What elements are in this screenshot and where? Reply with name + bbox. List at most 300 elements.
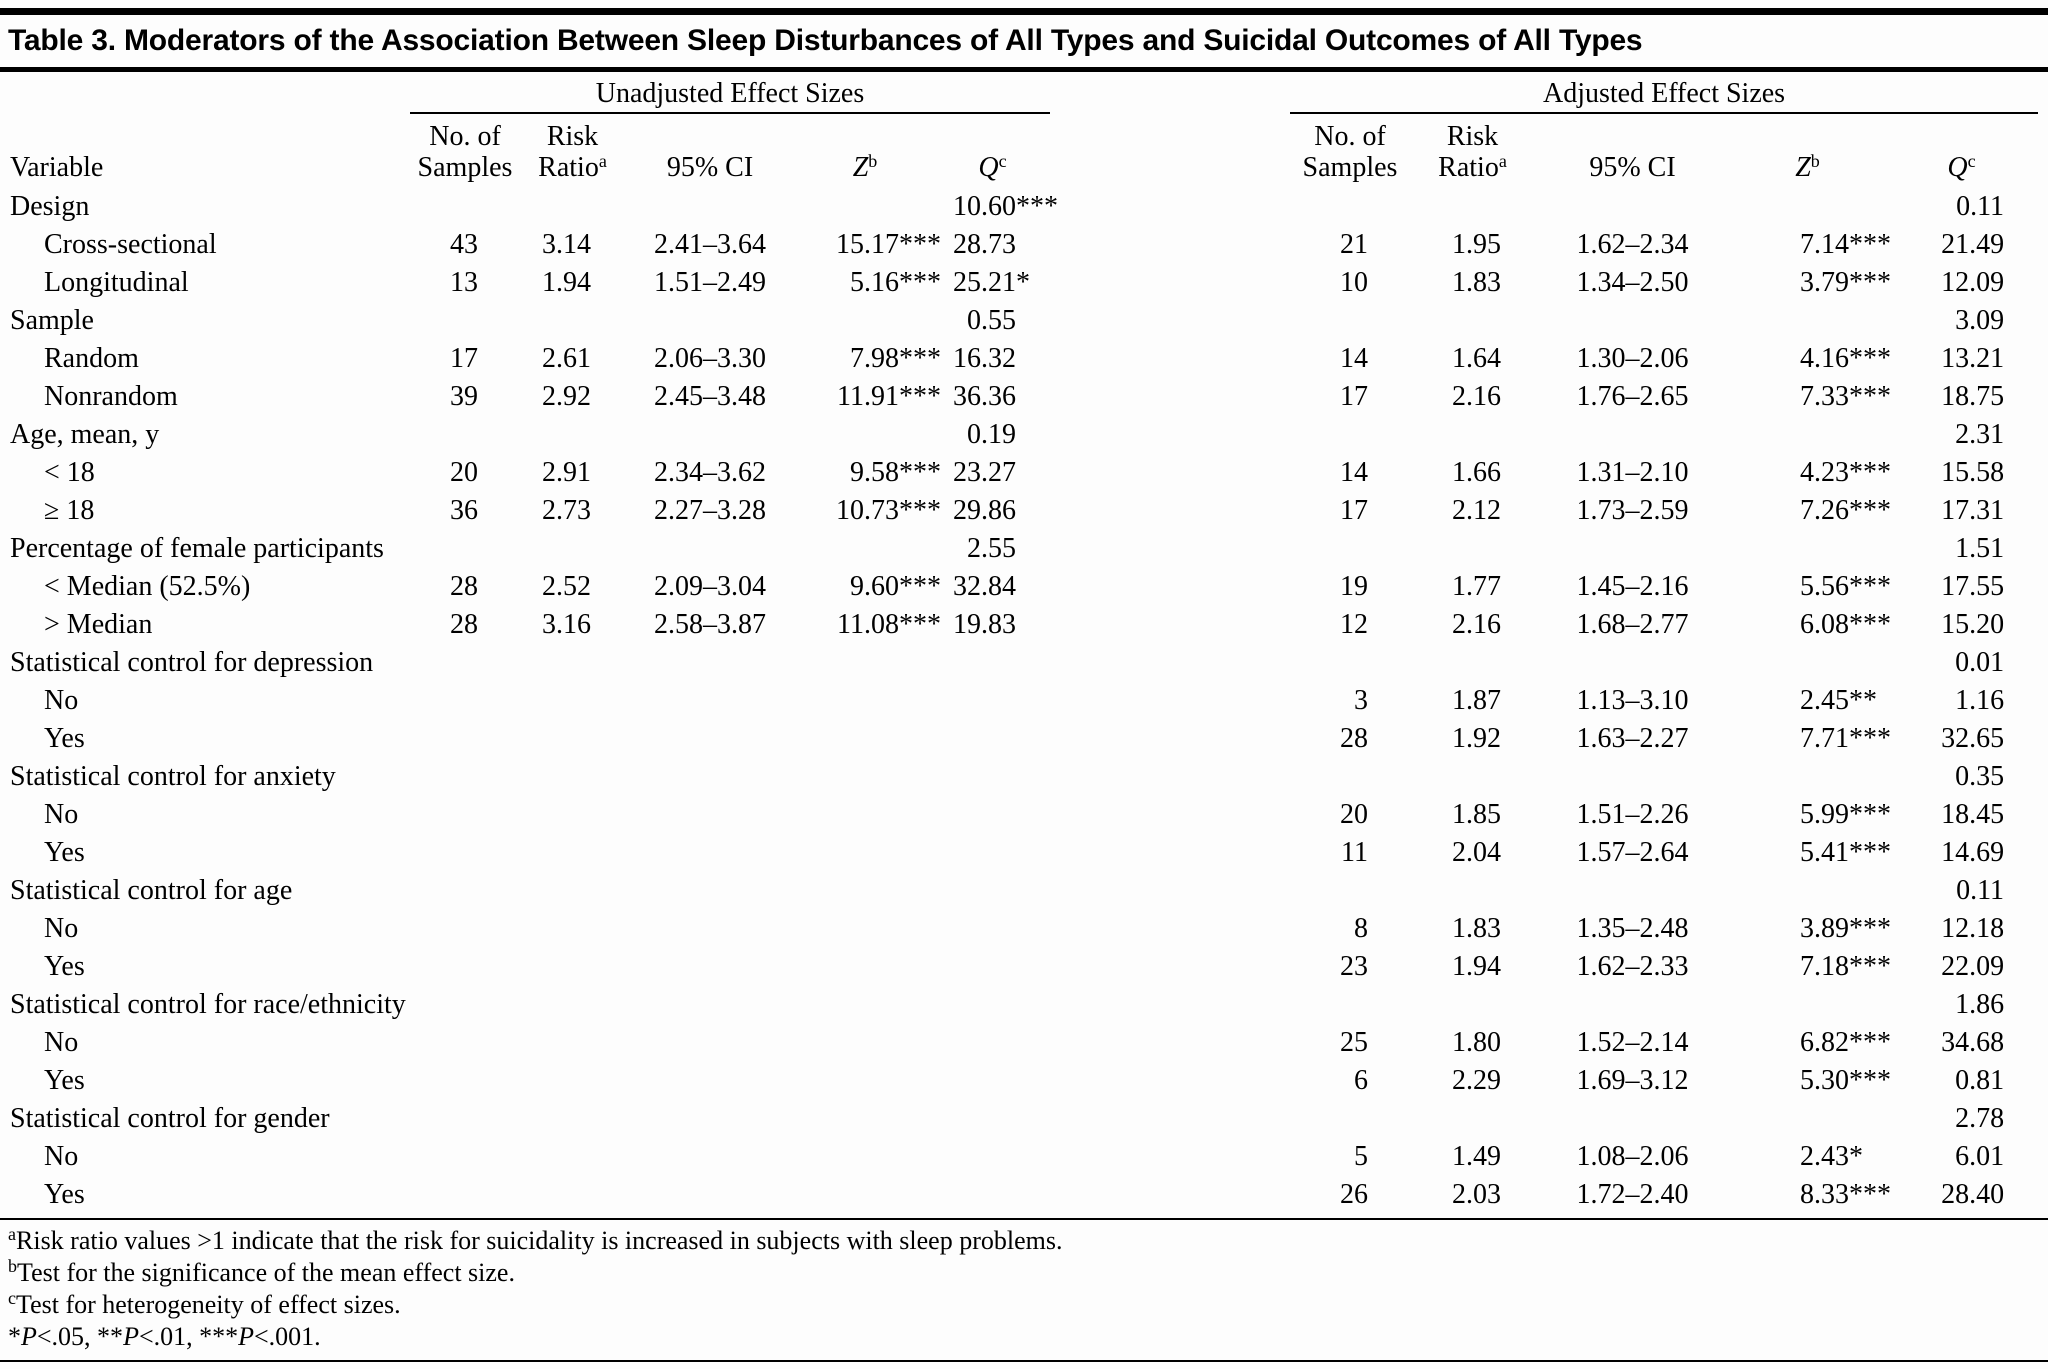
cell-unadjusted-ci xyxy=(625,834,795,872)
group-header-unadjusted: Unadjusted Effect Sizes xyxy=(410,72,1050,113)
cell-unadjusted-z xyxy=(795,530,935,568)
top-rule xyxy=(0,8,2048,15)
cell-unadjusted-ci: 2.34–3.62 xyxy=(654,457,766,488)
cell-unadjusted-risk: 2.52 xyxy=(542,571,591,602)
cell-unadjusted-z: 9.58*** xyxy=(850,457,941,488)
cell-adjusted-samples: 28 xyxy=(1340,723,1368,754)
cell-unadjusted-samples: 17 xyxy=(450,343,478,374)
cell-adjusted-q: 22.09 xyxy=(1941,951,2005,982)
cell-adjusted-ci: 1.68–2.77 xyxy=(1576,609,1689,640)
cell-adjusted-q: 6.01 xyxy=(1955,1141,2005,1172)
table-row xyxy=(10,986,2038,1024)
cell-adjusted-z: 5.30*** xyxy=(1800,1065,1891,1096)
cell-unadjusted-risk xyxy=(520,834,625,872)
cell-unadjusted-ci xyxy=(625,1138,795,1176)
row-label: Percentage of female participants xyxy=(10,533,384,564)
cell-unadjusted-ci: 1.51–2.49 xyxy=(654,267,766,298)
cell-adjusted-risk: 2.03 xyxy=(1452,1179,1501,1210)
row-gap xyxy=(1050,948,1290,986)
cell-unadjusted-z xyxy=(795,1138,935,1176)
column-header-adjusted-samples: No. of Samples xyxy=(1302,121,1398,183)
table-row xyxy=(10,1062,2038,1100)
cell-adjusted-q: 15.58 xyxy=(1941,457,2005,488)
cell-unadjusted-ci xyxy=(625,872,795,910)
cell-adjusted-samples: 25 xyxy=(1340,1027,1368,1058)
cell-adjusted-risk xyxy=(1410,644,1535,682)
cell-unadjusted-risk: 1.94 xyxy=(542,267,591,298)
cell-unadjusted-samples xyxy=(410,302,520,340)
row-label: > Median xyxy=(44,609,153,640)
header-spacer xyxy=(10,72,410,113)
cell-unadjusted-ci xyxy=(625,302,795,340)
row-gap xyxy=(1050,1062,1290,1100)
column-header-unadjusted-q: $Q^c$ xyxy=(978,151,1007,183)
cell-adjusted-q: 0.81 xyxy=(1955,1065,2005,1096)
cell-adjusted-q: 17.31 xyxy=(1941,495,2005,526)
cell-adjusted-samples xyxy=(1290,416,1410,454)
table-row xyxy=(10,264,2038,302)
table-row xyxy=(10,568,2038,606)
cell-adjusted-risk xyxy=(1410,986,1535,1024)
cell-adjusted-q: 1.86 xyxy=(1955,989,2005,1020)
cell-unadjusted-q xyxy=(935,682,1050,720)
row-label: Statistical control for gender xyxy=(10,1103,330,1134)
cell-unadjusted-q: 25.21* xyxy=(953,267,1030,298)
cell-adjusted-samples: 23 xyxy=(1340,951,1368,982)
cell-unadjusted-risk xyxy=(520,1062,625,1100)
cell-adjusted-z xyxy=(1730,530,1885,568)
cell-adjusted-q: 12.09 xyxy=(1941,267,2005,298)
cell-adjusted-q: 0.35 xyxy=(1955,761,2005,792)
cell-unadjusted-q xyxy=(935,644,1050,682)
cell-adjusted-ci xyxy=(1535,644,1730,682)
row-gap xyxy=(1050,720,1290,758)
cell-unadjusted-ci xyxy=(625,910,795,948)
cell-unadjusted-q: 0.55 xyxy=(967,305,1016,336)
cell-unadjusted-risk xyxy=(520,1138,625,1176)
cell-unadjusted-q: 23.27 xyxy=(953,457,1016,488)
cell-adjusted-q: 12.18 xyxy=(1941,913,2005,944)
cell-unadjusted-risk: 2.73 xyxy=(542,495,591,526)
cell-unadjusted-ci: 2.27–3.28 xyxy=(654,495,766,526)
cell-unadjusted-ci xyxy=(625,416,795,454)
cell-adjusted-q: 28.40 xyxy=(1941,1179,2005,1210)
cell-adjusted-ci xyxy=(1535,416,1730,454)
footnote: *P<.05, **P<.01, ***P<.001. xyxy=(8,1322,321,1351)
cell-adjusted-risk: 1.85 xyxy=(1452,799,1501,830)
cell-adjusted-q: 0.11 xyxy=(1956,191,2005,222)
row-label: Yes xyxy=(44,1179,85,1210)
cell-adjusted-samples: 11 xyxy=(1341,837,1368,868)
cell-adjusted-ci: 1.62–2.34 xyxy=(1576,229,1689,260)
column-header-adjusted-ci: 95% CI xyxy=(1589,152,1676,183)
cell-adjusted-q: 18.75 xyxy=(1941,381,2005,412)
footnote: $^a$Risk ratio values >1 indicate that the risk for suicidality is increased in subjects with sleep problems. xyxy=(8,1224,1063,1255)
cell-adjusted-risk: 1.83 xyxy=(1452,267,1501,298)
row-gap xyxy=(1050,834,1290,872)
cell-adjusted-ci: 1.08–2.06 xyxy=(1576,1141,1689,1172)
cell-adjusted-q: 21.49 xyxy=(1941,229,2005,260)
cell-unadjusted-q xyxy=(935,1062,1050,1100)
cell-adjusted-q: 14.69 xyxy=(1941,837,2005,868)
cell-adjusted-risk xyxy=(1410,530,1535,568)
cell-adjusted-risk: 1.92 xyxy=(1452,723,1501,754)
cell-adjusted-z: 5.56*** xyxy=(1800,571,1891,602)
cell-unadjusted-q xyxy=(935,1100,1050,1138)
row-label: No xyxy=(44,1027,79,1058)
cell-adjusted-q: 2.78 xyxy=(1955,1103,2005,1134)
cell-adjusted-ci xyxy=(1535,986,1730,1024)
cell-adjusted-q: 0.01 xyxy=(1955,647,2005,678)
cell-adjusted-ci xyxy=(1535,758,1730,796)
row-label: Yes xyxy=(44,723,85,754)
cell-unadjusted-z xyxy=(795,720,935,758)
table-row xyxy=(10,340,2038,378)
table-row xyxy=(10,948,2038,986)
cell-unadjusted-risk xyxy=(520,796,625,834)
cell-adjusted-samples xyxy=(1290,644,1410,682)
row-label: Design xyxy=(10,191,90,222)
cell-unadjusted-ci xyxy=(625,1100,795,1138)
cell-adjusted-q: 2.31 xyxy=(1955,419,2005,450)
row-label: Cross-sectional xyxy=(44,229,217,260)
cell-adjusted-risk: 1.94 xyxy=(1452,951,1501,982)
row-label: Sample xyxy=(10,305,94,336)
table-row xyxy=(10,416,2038,454)
cell-unadjusted-z xyxy=(795,416,935,454)
cell-adjusted-z: 2.43* xyxy=(1800,1141,1863,1172)
cell-unadjusted-q: 10.60*** xyxy=(953,191,1058,222)
cell-unadjusted-z xyxy=(795,188,935,226)
cell-unadjusted-samples: 36 xyxy=(450,495,478,526)
cell-unadjusted-risk: 2.61 xyxy=(542,343,591,374)
cell-adjusted-ci: 1.69–3.12 xyxy=(1576,1065,1689,1096)
cell-adjusted-z xyxy=(1730,188,1885,226)
cell-unadjusted-samples xyxy=(410,796,520,834)
cell-unadjusted-risk xyxy=(520,872,625,910)
cell-unadjusted-samples xyxy=(410,188,520,226)
row-label: Yes xyxy=(44,1065,85,1096)
column-header-adjusted-q: $Q^c$ xyxy=(1947,151,1976,183)
cell-unadjusted-risk xyxy=(520,682,625,720)
cell-unadjusted-q: 28.73 xyxy=(953,229,1016,260)
cell-adjusted-samples: 17 xyxy=(1340,495,1368,526)
cell-adjusted-risk xyxy=(1410,302,1535,340)
cell-adjusted-q: 13.21 xyxy=(1941,343,2005,374)
cell-unadjusted-q xyxy=(935,1138,1050,1176)
row-gap xyxy=(1050,606,1290,644)
row-label: Statistical control for age xyxy=(10,875,293,906)
cell-unadjusted-ci xyxy=(625,986,795,1024)
cell-adjusted-z: 7.71*** xyxy=(1800,723,1891,754)
cell-adjusted-risk: 2.29 xyxy=(1452,1065,1501,1096)
cell-adjusted-ci: 1.73–2.59 xyxy=(1576,495,1689,526)
table-row xyxy=(10,720,2038,758)
row-label: Random xyxy=(44,343,139,374)
cell-adjusted-samples xyxy=(1290,188,1410,226)
cell-unadjusted-q xyxy=(935,1176,1050,1214)
cell-unadjusted-samples xyxy=(410,872,520,910)
cell-adjusted-q: 17.55 xyxy=(1941,571,2005,602)
cell-adjusted-ci: 1.35–2.48 xyxy=(1576,913,1689,944)
cell-unadjusted-q: 0.19 xyxy=(967,419,1016,450)
table-row xyxy=(10,1138,2038,1176)
cell-adjusted-risk: 1.87 xyxy=(1452,685,1501,716)
cell-adjusted-risk: 1.95 xyxy=(1452,229,1501,260)
cell-adjusted-samples xyxy=(1290,530,1410,568)
row-gap xyxy=(1050,644,1290,682)
row-label: Yes xyxy=(44,837,85,868)
cell-unadjusted-z xyxy=(795,1062,935,1100)
cell-adjusted-ci: 1.30–2.06 xyxy=(1576,343,1689,374)
cell-unadjusted-z: 7.98*** xyxy=(850,343,941,374)
cell-unadjusted-risk xyxy=(520,1024,625,1062)
cell-adjusted-ci: 1.76–2.65 xyxy=(1576,381,1689,412)
cell-adjusted-risk: 1.77 xyxy=(1452,571,1501,602)
header-gap xyxy=(1050,113,1290,188)
cell-unadjusted-q xyxy=(935,834,1050,872)
cell-adjusted-risk: 1.83 xyxy=(1452,913,1501,944)
cell-unadjusted-ci xyxy=(625,530,795,568)
footnote-marker: b xyxy=(8,1256,17,1276)
cell-unadjusted-ci xyxy=(625,758,795,796)
cell-adjusted-ci: 1.52–2.14 xyxy=(1576,1027,1689,1058)
cell-adjusted-risk: 2.16 xyxy=(1452,609,1501,640)
row-gap xyxy=(1050,416,1290,454)
cell-unadjusted-q xyxy=(935,1024,1050,1062)
cell-unadjusted-risk xyxy=(520,302,625,340)
cell-unadjusted-ci xyxy=(625,948,795,986)
bottom-rule xyxy=(0,1360,2048,1362)
table-row xyxy=(10,492,2038,530)
cell-unadjusted-z xyxy=(795,910,935,948)
row-gap xyxy=(1050,226,1290,264)
footnote: $^c$Test for heterogeneity of effect sizes. xyxy=(8,1288,401,1319)
cell-adjusted-samples: 21 xyxy=(1340,229,1368,260)
table-row xyxy=(10,1024,2038,1062)
cell-unadjusted-risk xyxy=(520,986,625,1024)
row-gap xyxy=(1050,1176,1290,1214)
group-header-adjusted: Adjusted Effect Sizes xyxy=(1290,72,2038,113)
cell-unadjusted-ci: 2.45–3.48 xyxy=(654,381,766,412)
cell-unadjusted-samples xyxy=(410,948,520,986)
cell-adjusted-ci: 1.34–2.50 xyxy=(1576,267,1689,298)
cell-unadjusted-ci xyxy=(625,1062,795,1100)
cell-adjusted-samples: 14 xyxy=(1340,457,1368,488)
cell-unadjusted-z xyxy=(795,1100,935,1138)
cell-adjusted-risk: 2.16 xyxy=(1452,381,1501,412)
cell-unadjusted-q: 2.55 xyxy=(967,533,1016,564)
cell-unadjusted-ci xyxy=(625,720,795,758)
cell-adjusted-samples: 6 xyxy=(1354,1065,1368,1096)
cell-unadjusted-risk xyxy=(520,1176,625,1214)
table-row xyxy=(10,872,2038,910)
cell-adjusted-z xyxy=(1730,758,1885,796)
cell-unadjusted-risk: 3.14 xyxy=(542,229,591,260)
cell-unadjusted-z xyxy=(795,872,935,910)
footnote-marker: a xyxy=(8,1224,16,1244)
cell-adjusted-risk xyxy=(1410,758,1535,796)
cell-unadjusted-samples xyxy=(410,416,520,454)
row-gap xyxy=(1050,492,1290,530)
row-label: < Median (52.5%) xyxy=(44,571,251,602)
cell-unadjusted-risk: 2.92 xyxy=(542,381,591,412)
cell-unadjusted-samples: 28 xyxy=(450,609,478,640)
row-gap xyxy=(1050,758,1290,796)
footnote-marker: c xyxy=(8,1288,16,1308)
cell-unadjusted-z xyxy=(795,1176,935,1214)
cell-unadjusted-samples xyxy=(410,1138,520,1176)
cell-adjusted-q: 1.16 xyxy=(1955,685,2005,716)
cell-adjusted-ci xyxy=(1535,1100,1730,1138)
cell-unadjusted-z: 5.16*** xyxy=(850,267,941,298)
cell-adjusted-z xyxy=(1730,416,1885,454)
cell-adjusted-z: 6.82*** xyxy=(1800,1027,1891,1058)
cell-adjusted-risk: 2.12 xyxy=(1452,495,1501,526)
cell-unadjusted-samples xyxy=(410,720,520,758)
cell-unadjusted-z xyxy=(795,948,935,986)
cell-adjusted-z xyxy=(1730,302,1885,340)
table-row xyxy=(10,188,2038,226)
cell-unadjusted-risk xyxy=(520,720,625,758)
cell-adjusted-risk xyxy=(1410,188,1535,226)
cell-adjusted-risk: 2.04 xyxy=(1452,837,1501,868)
row-label: No xyxy=(44,1141,79,1172)
header-gap xyxy=(1050,72,1290,113)
cell-unadjusted-samples xyxy=(410,1062,520,1100)
row-gap xyxy=(1050,302,1290,340)
cell-adjusted-samples: 12 xyxy=(1340,609,1368,640)
cell-unadjusted-risk: 2.91 xyxy=(542,457,591,488)
table-row xyxy=(10,796,2038,834)
cell-unadjusted-samples xyxy=(410,644,520,682)
column-header-adjusted-z: $Z^b$ xyxy=(1795,151,1820,183)
cell-adjusted-q: 15.20 xyxy=(1941,609,2005,640)
cell-unadjusted-samples xyxy=(410,1176,520,1214)
cell-adjusted-ci xyxy=(1535,530,1730,568)
cell-unadjusted-risk: 3.16 xyxy=(542,609,591,640)
cell-adjusted-samples xyxy=(1290,758,1410,796)
row-gap xyxy=(1050,264,1290,302)
column-header-adjusted-risk: Risk Ratio$^a$ xyxy=(1438,121,1507,183)
cell-unadjusted-z: 10.73*** xyxy=(836,495,941,526)
cell-adjusted-z: 2.45** xyxy=(1800,685,1877,716)
cell-unadjusted-risk xyxy=(520,948,625,986)
table-row xyxy=(10,302,2038,340)
table-header xyxy=(10,72,2038,188)
cell-unadjusted-z xyxy=(795,834,935,872)
cell-adjusted-samples: 3 xyxy=(1354,685,1368,716)
cell-unadjusted-z xyxy=(795,644,935,682)
row-label: < 18 xyxy=(44,457,95,488)
row-gap xyxy=(1050,454,1290,492)
cell-unadjusted-risk xyxy=(520,1100,625,1138)
table-row xyxy=(10,834,2038,872)
cell-unadjusted-z xyxy=(795,682,935,720)
header-group-row xyxy=(10,72,2038,113)
row-label: No xyxy=(44,685,79,716)
row-gap xyxy=(1050,682,1290,720)
cell-unadjusted-z xyxy=(795,302,935,340)
cell-unadjusted-ci xyxy=(625,682,795,720)
cell-unadjusted-q: 16.32 xyxy=(953,343,1016,374)
cell-adjusted-q: 3.09 xyxy=(1955,305,2005,336)
table-row xyxy=(10,530,2038,568)
cell-adjusted-z: 5.99*** xyxy=(1800,799,1891,830)
cell-unadjusted-z: 15.17*** xyxy=(836,229,941,260)
cell-unadjusted-risk xyxy=(520,416,625,454)
cell-adjusted-ci: 1.72–2.40 xyxy=(1576,1179,1689,1210)
cell-unadjusted-risk xyxy=(520,758,625,796)
table-row xyxy=(10,378,2038,416)
cell-adjusted-risk xyxy=(1410,872,1535,910)
cell-adjusted-q: 0.11 xyxy=(1956,875,2005,906)
cell-adjusted-z: 7.14*** xyxy=(1800,229,1891,260)
cell-adjusted-z: 4.23*** xyxy=(1800,457,1891,488)
cell-unadjusted-risk xyxy=(520,644,625,682)
cell-unadjusted-ci xyxy=(625,796,795,834)
cell-unadjusted-q: 29.86 xyxy=(953,495,1016,526)
cell-adjusted-z: 8.33*** xyxy=(1800,1179,1891,1210)
cell-unadjusted-q xyxy=(935,910,1050,948)
cell-unadjusted-samples: 13 xyxy=(450,267,478,298)
cell-unadjusted-risk xyxy=(520,530,625,568)
cell-unadjusted-q: 19.83 xyxy=(953,609,1016,640)
row-gap xyxy=(1050,986,1290,1024)
cell-adjusted-samples: 10 xyxy=(1340,267,1368,298)
cell-unadjusted-samples: 20 xyxy=(450,457,478,488)
cell-unadjusted-z: 9.60*** xyxy=(850,571,941,602)
column-header-unadjusted-risk: Risk Ratio$^a$ xyxy=(538,121,607,183)
cell-unadjusted-samples xyxy=(410,682,520,720)
cell-adjusted-ci xyxy=(1535,872,1730,910)
row-label: Longitudinal xyxy=(44,267,189,298)
row-label: ≥ 18 xyxy=(44,495,95,526)
cell-adjusted-samples: 19 xyxy=(1340,571,1368,602)
table-row xyxy=(10,454,2038,492)
cell-adjusted-risk xyxy=(1410,1100,1535,1138)
cell-unadjusted-q xyxy=(935,796,1050,834)
row-gap xyxy=(1050,188,1290,226)
cell-adjusted-risk xyxy=(1410,416,1535,454)
row-label: Nonrandom xyxy=(44,381,178,412)
cell-adjusted-risk: 1.66 xyxy=(1452,457,1501,488)
row-label: Statistical control for race/ethnicity xyxy=(10,989,406,1020)
table-row xyxy=(10,1176,2038,1214)
cell-unadjusted-samples xyxy=(410,1024,520,1062)
cell-adjusted-q: 1.51 xyxy=(1955,533,2005,564)
cell-unadjusted-samples xyxy=(410,834,520,872)
table-row xyxy=(10,1100,2038,1138)
cell-unadjusted-z xyxy=(795,1024,935,1062)
cell-adjusted-z xyxy=(1730,1100,1885,1138)
cell-adjusted-q: 32.65 xyxy=(1941,723,2005,754)
row-gap xyxy=(1050,340,1290,378)
table-title: Table 3. Moderators of the Association Between Sleep Disturbances of All Types and Suicidal Outcomes of All Types xyxy=(8,24,1643,57)
cell-unadjusted-samples: 28 xyxy=(450,571,478,602)
header-columns-row xyxy=(10,113,2038,188)
cell-adjusted-samples: 14 xyxy=(1340,343,1368,374)
cell-unadjusted-z xyxy=(795,796,935,834)
cell-adjusted-ci: 1.63–2.27 xyxy=(1576,723,1689,754)
row-gap xyxy=(1050,1138,1290,1176)
cell-unadjusted-z: 11.91*** xyxy=(837,381,941,412)
cell-unadjusted-ci: 2.41–3.64 xyxy=(654,229,766,260)
row-label: Statistical control for anxiety xyxy=(10,761,336,792)
column-header-unadjusted-z: $Z^b$ xyxy=(852,151,878,183)
cell-unadjusted-ci xyxy=(625,1024,795,1062)
row-label: Statistical control for depression xyxy=(10,647,374,678)
